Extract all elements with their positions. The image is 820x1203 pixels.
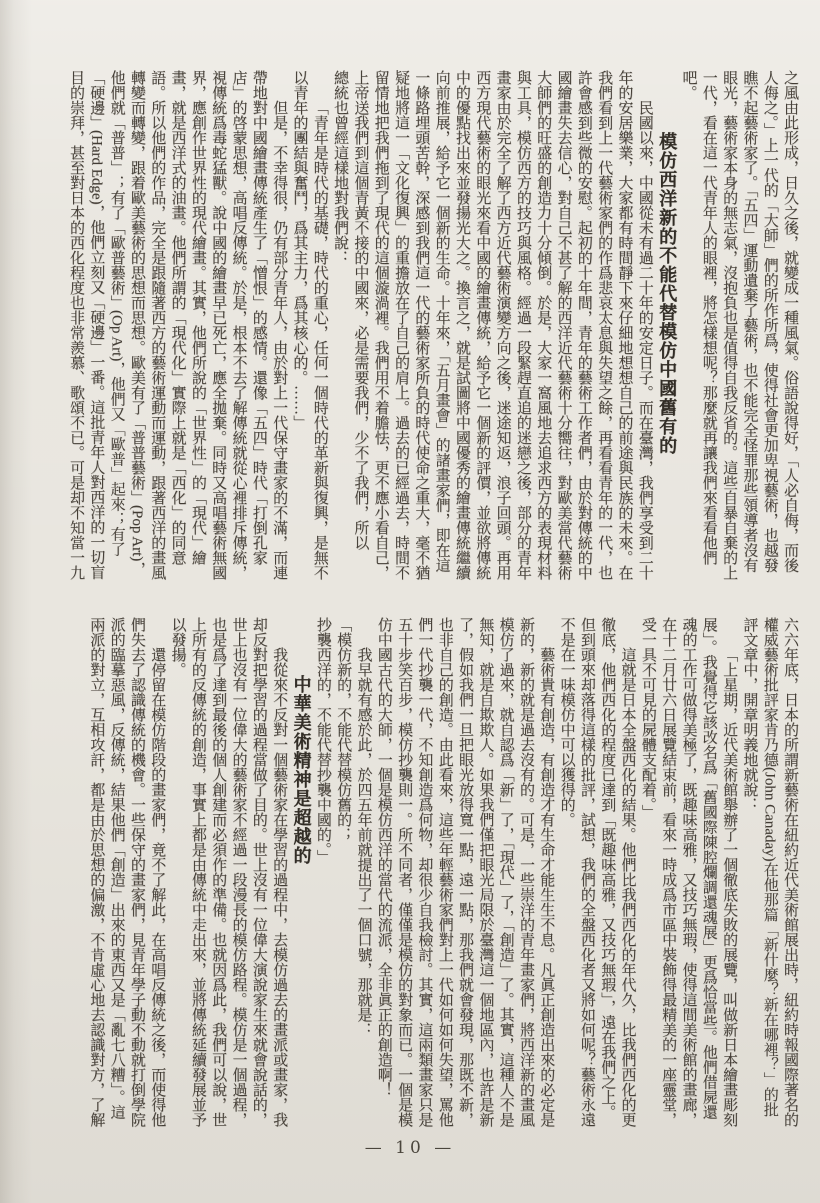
article-band-2 <box>48 617 800 1131</box>
paragraph-8-stuck-in-imitation: 還停留在模仿階段的畫家們，竟不了解此，在高唱反傳統之後，而使得他們失去了認識傳統的機會。一些保守的畫家們，見青年學子動不動就打倒學院派的臨摹惡風，反傳統，結果他們「創造」出來的東西又是「亂七八糟」。這兩派的對立，互相攻訐，都是由於思想的偏激，不肯虛心地去認識對方，了解 <box>88 617 166 1127</box>
slogan-line-1: 「模仿新的，不能代替模仿舊的； <box>335 617 352 842</box>
section-heading-imitating-west: 模仿西洋新的不能代替模仿中國舊有的 <box>657 132 678 455</box>
paragraph-2: 但是，不幸得很，仍有部分青年人，由於對上一代保守畫家的不滿，而連帶地對中國繪畫傳統產生了「憎恨」的感情。還像「五四」時代「打倒孔家店」的啓蒙思想，高唱反傳統。於是，根本不去了解傳統就從心裡排斥傳統，視傳統爲毒蛇猛獸。說中國的繪畫早已死亡，應全拋棄。同時又高唱藝術無國界，應創作世界性的現代繪畫。其實，他們所說的「世界性」的「現代」繪畫，就是西洋式的油畫。他們所謂的「現代化」實際上就是「西化」的同意語。所以他們的作品，完全是跟隨著西方的藝術運動而運動，跟著西洋的畫風轉變而轉變，跟着歐美藝術的思想而思想。歐美有了「普普藝術」(Pop Art)，他們就「普普」；有了「歐普藝術」(Op Art)，他們又「歐普」起來；有了「硬邊」(Hard Edge)，他們立刻又「硬邊」一番。這批青年人對西洋的一切盲目的崇拜，甚至對日本的西化程度也非常羨慕、歌頌不已。可是却不知當一九 <box>67 70 288 580</box>
paragraph-3-canaday-intro: 六六年底，日本的所謂新藝術在紐約近代美術館展出時，紐約時報國際著名的權威藝術批評家肯乃德(John Canaday)在他那篇「新什麼？新在哪裡？」的批評文章中，開章明義地就說： <box>741 617 798 1127</box>
section-heading-chinese-art-spirit: 中華美術精神是超越的 <box>291 675 312 865</box>
article-band-1 <box>48 70 800 584</box>
slogan-line-2: 抄襲西洋的，不能代替抄襲中國的。」 <box>314 617 331 865</box>
honorific-line-president: 總統也曾經這樣地對我們說： <box>332 70 349 265</box>
paragraph-7-imitation-process: 我從來不反對一個藝術家在學習的過程中，去模仿過去的畫派或畫家，我却反對把學習的過程當做了目的。世上沒有一位偉大演說家生來就會說話的，世上也沒有一位偉大的藝術家不經過一段漫長的模仿路程。模仿是一個過程，也是爲了達到最後的個人創建而必須作的準備。也就因爲此，我們可以說，世上所有的反傳統的創造，事實上都是由傳統中走出來，並將傳統延續發展並予以發揚。 <box>169 617 288 1127</box>
page-number: — 10 — <box>364 1138 456 1158</box>
paragraph-4-westernization-result: 這就是日本全盤西化的結果。他們比我們西化的年代久，比我們西化的更徹底，他們西化的程度已達到「既趣味高雅，又技巧無瑕」，遠在我們之上。但到頭來却落得這樣的批評，試想，我們的全盤西化者又將如何呢？藝術永遠不是在一味模仿中可以獲得的。 <box>558 617 636 1127</box>
opening-paragraph: 之風由此形成，日久之後，就變成一種風氣。俗語說得好，「人必自侮，而後人侮之。」上一代的「大師」們的所作所爲，使得社會更加卑視藝術，也越發瞧不起藝術家了。「五四」運動遺棄了藝術，也不能完全怪罪那些領導者沒有眼光，藝術家本身的無志氣，沒抱負也是值得自我反省的。這些自暴自棄的上一代，看在這一代青年人的眼裡，將怎樣想呢？那麼就再讓我們來看看他們吧。 <box>680 70 798 580</box>
quote-youth: 「青年是時代的基礎，時代的重心，任何一個時代的革新與復興，是無不以青年的團結與奮鬥，爲其主力，爲其核心的。……」 <box>291 70 328 580</box>
paragraph-1: 民國以來，中國從未有過二十年的安定日子。而在臺灣，我們享受到二十年的安居樂業，大家都有時間靜下來仔細地想想自己的前途與民族的未來。在我們看到上一代藝術家們的作爲悲哀太息與失望之餘，再看看青年的一代，也許會感到些微的安慰。起初的十年間，青年的藝術工作者們，由於對傳統的中國繪畫失去信心，對自己不甚了解的西洋近代藝術十分嚮往，對歐美當代藝術大師們的旺盛的創造力十分傾倒。於是，大家一窩風地去追求西方的表現材料與工具，模仿西方的技巧與風格。經過一段緊趕直追的迷戀之後，部分的青年畫家由於完全了解了西方近代藝術演變方向之後，迷途知返，浪子回頭。再用西方現代藝術的眼光來看中國的繪畫傳統，給予它一個新的評價，並欲將傳統中的優點找出來並發揚光大之。換言之，就是試圖將中國優秀的繪畫傳統繼續向前推展，給予它一個新的生命。十年來，「五月畫會」的諸畫家們，即在這一條路埋頭苦幹，深感到我們這一代的藝術家所負的時代使命之重大，毫不猶疑地將這一「文化復興」的重擔放在了自己的肩上。過去的已經過去，時間不留情地把我們拖到了現代的這個漩渦裡。我們用不着膽怯，更不應小看自己，上帝送我們到這個青黃不接的中國來，必是需要我們，少不了我們，所以 <box>352 70 653 580</box>
paragraph-6-slogan-intro: 我早就有感於此，於四五年前就提出了一個口號，那就是： <box>355 647 372 1037</box>
quote-canaday: 「上星期，近代美術館舉辦了一個徹底失敗的展覽，叫做新日本繪畫彫刻展」。我覺得它該改名爲「舊國際陳腔爛調還魂展」更爲恰當些。他們借屍還魂的工作可做得美極了，既趣味高雅，又技巧無瑕，使得這間美術館的畫廊，在十二月廿六日展覽結束前，看來一時成爲市區中裝飾得最精美的一座靈堂，受一具不可見的屍體支配着。」 <box>639 617 738 1127</box>
paragraph-5-creation: 藝術貴有創造，有創造才有生命才能生生不息。凡眞正創造出來的必定是新的，新的就是過去沒有的。可是，一些崇洋的青年畫家們，將西洋新的畫風模仿了過來，就自認爲「新」了，「現代」了，「創造」了。其實，這種人不是無知，就是自欺欺人。如果我們僅把眼光局限於臺灣這一個地區內，也許是新了，假如我們一旦把眼光放得寬一點，遠一點，那我們就會發現，那既不新，也非自己的創造。由此看來，這些年輕藝術家們對上一代如何如何失望，罵他們一代抄襲一代，不知創造爲何物，却很少自我檢討。其實，這兩類畫家只是五十步笑百步，模仿抄襲則一。所不同者，僅僅是模仿的對象而已。一個是模仿中國古代的大師，一個是模仿西洋的當代的流派，全非眞正的創造啊！ <box>375 617 555 1127</box>
slogan-couplet <box>313 617 354 1131</box>
